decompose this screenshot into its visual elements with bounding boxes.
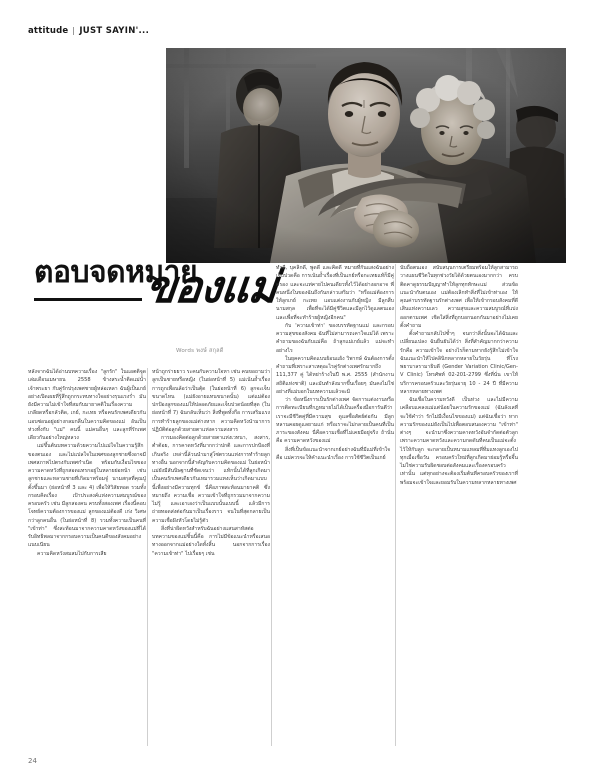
paragraph: สิ่งที่เป็นข้อแนะนำจากเกย์อย่างฉันที่มีแม่ที่เข้าใจ คือ แม่ควรจะให้คำแนะนำเรื่อง การใช้ชีวิตเป็นเกย์ (276, 446, 391, 461)
body-column-3 (276, 264, 394, 748)
section-name: JUST SAYIN'... (79, 26, 150, 36)
paragraph: นับถือตนเอง สนับสนุนการเตรียมพร้อมให้ลูกสามารถวางแผนชีวิตในทุกช่วงวัยได้ด้วยตนเองมากกว่า ครบติดคาดูธรรมปัญญาทำให้ลูกทุกทักษะแม่ ส่วนข้อแนะนำกับตนเอง แม่ต้องเลิกทำสิ่งที่ไม่เข้าท่าเอง ให้คุณค่าบรรทัดฐานรักต่างเพศ เพื่อให้เข้ากรอบสังคมที่ดีเสินแห่งความเลว ความสุขและความสมบูรณ์ที่แบ่งออกตามเพศ เชิดใส่สิ่งที่ถูกบอกนอกกันมาอย่างไม่เคยตั้งคำถาม (400, 265, 518, 329)
paragraph: สิ่งที่น่าผิดหวังสำหรับฉันอย่างแสนสาหัสต่อบทความของแม่ชิ้นนี้คือ การไม่มีข้อแนะนำหรือเสนอทางออกจากแม่อย่างใดทั้งสิ้น นอกจากการเรื่อง "ความเข้าท่า" ไปเรื่อยๆ เช่น (152, 525, 270, 557)
paragraph: ว่า ข้อหนึ่งการเป็นรักต่างเพศ จัดการแต่งงานหรือการติดทะเบียนที่กฎหมายไม่ได้เป็นเครื่องมือการันตีว่าเราจะมีชีวิตคู่ที่มีความสุข ดูแลซื่อสัตย์ต่อกัน มีลูกหลานคอยดูแลยามแก่ หรือเราจะไม่กลายเป็นคนที่เป็นภาระของสังคม นี่คือความเชื่อที่ไม่เคยมีอยู่จริง ถ้านั่นคือ ความคาดหวังของแม่ (276, 397, 394, 445)
headline-underline (34, 298, 142, 301)
running-header (28, 26, 149, 36)
header-divider-icon (73, 27, 74, 35)
brand-name: attitude (28, 26, 69, 36)
headline-line-2: ของแม่ (143, 262, 280, 313)
paragraph: การมองคิดต่อลูกด้วยสายตาแห่งเวทนา, สงสาร, ต่ำต้อย, การคาดหวังที่มากกว่าปกติ และการปกป้องที่เกินจริง เหล่านี้ล้วนนำมาสู่โซ่ตรวนแห่งการทำร้ายลูกทางอื่น นอกจากนี้สำคัญกับความคิดของแม่ ในย่อหน้าแม่ยังมีสันนิษฐานที่ชัดเจนว่า แท้กนั้นได้ที่ลูกเกิดมาเป็นคนรักเพศเดียวกันเหมารวมแทงเห็นว่าเกิดมาแบบนี้เพื่งอย่างมีความทุกข์ นี่คือภาพสะท้อนมายาคติ ซึ่งหมายถึง ความเชื่อ ความเข้าใจที่ถูกรวมมาจากความไม่รู้ และเอาเองว่าเป็นแบบนั้นแบบนี้ แล้วมีการถ่ายทอดส่งต่อกันมาเป็นเรื่องราว จนในที่สุดกลายเป็นความเชื่อฝังหัวโดยไม่รู้ตัว (152, 435, 270, 524)
paragraph: กับ 'ความเข้าท่า' ของบรรทัดฐานแม่ และกรอบความสุขของสังคม ฉันที่ไม่สามารถเคาใจแม่ได้ เพราะคำถามของฉันกับแม่คือ ถ้าลูกแม่เกย์แล้ว แม่จะทำอย่างไร (276, 322, 394, 354)
column-divider-3 (395, 264, 396, 746)
paragraph: ในยุคความคิดแบบย้อนแย้ง วิพากษ์ ฉันต้องการตั้งคำถามที่เพราะสาเหตุอะไรคู่รักต่างเพศรักมากถึง 111,377 คู่ ได้หย่าร้างในปี พ.ศ. 2555 (สำนักงานสถิติแห่งชาติ) และมันทำลังมากขึ้นเรื่อยๆ มันคงไม่ใช่อย่างที่แม่บอกในบทความแล้วจะมิ (276, 355, 394, 395)
byline: Words พงษ์ สกุลดี (176, 348, 224, 354)
paragraph: แม่ขึ้นต้นบทความด้วยความไปแม่ใจในความรู้สึกของตนเอง และไม่แปลใจในเพศของลูกชายซึ่งอาจมีเพศสภาพไปตรงกับเพศกำเนิด พร้อมกับเงื่อนไขของความคาดหวังที่ถูกสอดแทรกอยู่ในหลายย่อหน้า เช่น ลูกชายและหลานชายที่เกิดมาพร้อมจู๋ นามสกุลที่คุณปู่ตั้งขึ้นมา (ย่อหน้าที่ 3 และ 4) เพื่อให้วิสัยทอด รวมทั้งกรอบคิดเรื่อง เป้าประสงค์แห่งความสมบูรณ์ของครอบครัว เช่น มีลูกสองคน ครบทั้งสองเพศ เรื่องนี้คอบโจทย์ความต้องการของแม่ ลูกของแม่ต้องดี เก่ง วิเศษกว่าลูกคนอื่น (ในย่อหน้าที่ 8) รวมทั้งความเป็นคนที่ "เข้าท่า" ซึ่งสะท้อนมาจากความคาดหวังของแม่ที่ได้รับอิทธิพลมาจากกรอบความเป็นคนดีของสังคมอย่างแนบเนียน (28, 443, 146, 549)
photo-illustration (166, 48, 566, 263)
paragraph: ฉันเชื่อในความหวังดี เป็นห่วง และไม่มีความเคลือบแคลงแม่แต่น้อยในความรักของแม่ (ฉันลังเลที่จะใช้คำว่า รักไม่มีเงื่อนไขของแม่) แต่ฉันเชื่อว่า หากความรักของแม่ยังเป็นไปเพื่อตอบสนองความ "เข้าท่า" ต่างๆ จะนำมาซึ่งความคาดหวังอันจำกัดต่อตัวลูก เพราะความคาดหวังและความกดดันที่คนเป็นแม่จะตั้งไว้ให้กับลูก จะกลายเป็นหนามแหลมที่ทิ่มแทงลูกเองไปทุกเมื่อเชื่อวัน ครอบครัวใหม่ที่ลูกเกิดมาย่อมรู้หรือจึ้น ไม่ใช่ความรับผิดชอบต่อสังคมและเรื่องครอบครัวเท่านั้น แต่ทุกอย่างจะต้องเริ่มต้นที่ครอบครัวของเราที่พร้อมจะเข้าใจและยอมรับในความหลากหลายทางเพศ (400, 397, 518, 486)
headline-line-1: ตอบจดหมาย (34, 255, 198, 290)
body-column-1 (28, 368, 146, 748)
article-photo (166, 48, 566, 263)
paragraph: ตั้งคำถามกลับไปซ้ำๆ จนกว่าสิ่งนั้นจะได้ฉันและเปลี่ยนแปลง ฉันยืนยันได้ว่า สิ่งที่สำคัญมากกว่าความรักคือ ความเข้าใจ อย่างไรก็ตามหากยังรู้สึกไม่เข้าใจ ฉันแนะนำให้ไปคลินิกหลากหลายในวัยรุ่น ที่โรงพยาบาลรามาธิบดี (Gender Variation Clinic/Gen-V Clinic) โทรศัพท์ 02-201-2799 ซึ่งที่นั่น เขาให้บริการครอบครัวและวัยรุ่นอายุ 10 - 24 ปี ที่มีความหลากหลายทางเพศ (400, 331, 518, 395)
body-column-2 (152, 368, 270, 748)
column-divider-1 (147, 368, 148, 746)
column-divider-2 (271, 368, 272, 746)
paragraph: หน้าถูกร่ายยาว ระคนกับความใจหา เช่น คนขอถามว่าลูกเป็นชายหรือหญิง (ในย่อหน้าที่ 5) แม่เน้นย้ำเรื่องการถูกเพื่อนล้อว่าเป็นตุ้ด (ในย่อหน้าที่ 6) ลูกจะเจ็บขนาดไหน (แม่ยังอายแทนขนาดนั้น) แต่แม่ต้องปกป้องลูกของแม่ให้ปลอดภัยและเจ็บปวดน้อยที่สุด (ในย่อหน้าที่ 7) ฉันกลับเห็นว่า สิ่งที่พูดทั้งกือ การเสริมแรงการทำร้ายลูกของแม่ต่างหาก ความคิดหวังนำมาการปฏิบัติต่อลูกด้วยสายตาแห่งความสงสาร (152, 369, 270, 433)
page-number: 24 (28, 757, 37, 765)
headline (30, 252, 280, 332)
paragraph: หลังจากฉันได้อ่านบทความเรื่อง "ลูกรัก" ในแอตติจูดเล่มเดือนเมษายน 2558 ข้างสระน้ำติดแม่น้ำเจ้าพระยา กับคู่รักปรุงเพศชายผู้หล่อเหลา ฉันผู้เป็นเกย์อย่างเปิดเผยที่รู้สึกถูกกระทบทางใจอย่างรุนแรงร่ำ มันยังมีความไม่เข้าใจที่สมกับมายาคติในเรื่องความเกลียดหรือกลัวติด, เกย์, กะเทย หรือคนรักเพศเดียวกันแอบซ่อนอยู่อย่างกลมกลืนในความคิดของแม่ อันเป็นห่วงทั้งกับ "แม่" คนนี้ แม่คนอื่นๆ และลูกที่รักเพศเดียวกันอย่างใหญ่หลวง (28, 369, 146, 441)
paragraph: ทำดี, บุคลิกดี, พูดดี และคิดดี หมายที่กันแสงฉันอย่างเจ็บปวดคือ การเน้นย้ำเรื่องที่เป็นเกย์หรือกะเทยแท้ก็มีคู่ครอง และจะแท่คายไปคนเดียวทั้งไว้ได้อย่างอกอาจ พี่คนหนึ่งในของฉันถึงกันกล่าวเสริมว่า "หรือแม่ต้องการให้ลูกเกย์ กะเทย แอบแต่งงานกับผู้หญิง มีลูกสืบนามสกุล เพื่อที่จะได้มีคู่ชีวิตและมีลูกไว้ดูแลตนเอง และเพื่อที่จะทำร้ายผู้หญิงอีกคน" (276, 265, 394, 321)
paragraph: ความคิดหวังสมสมไปกับการเสีย (37, 550, 107, 557)
body-column-4 (400, 264, 518, 748)
